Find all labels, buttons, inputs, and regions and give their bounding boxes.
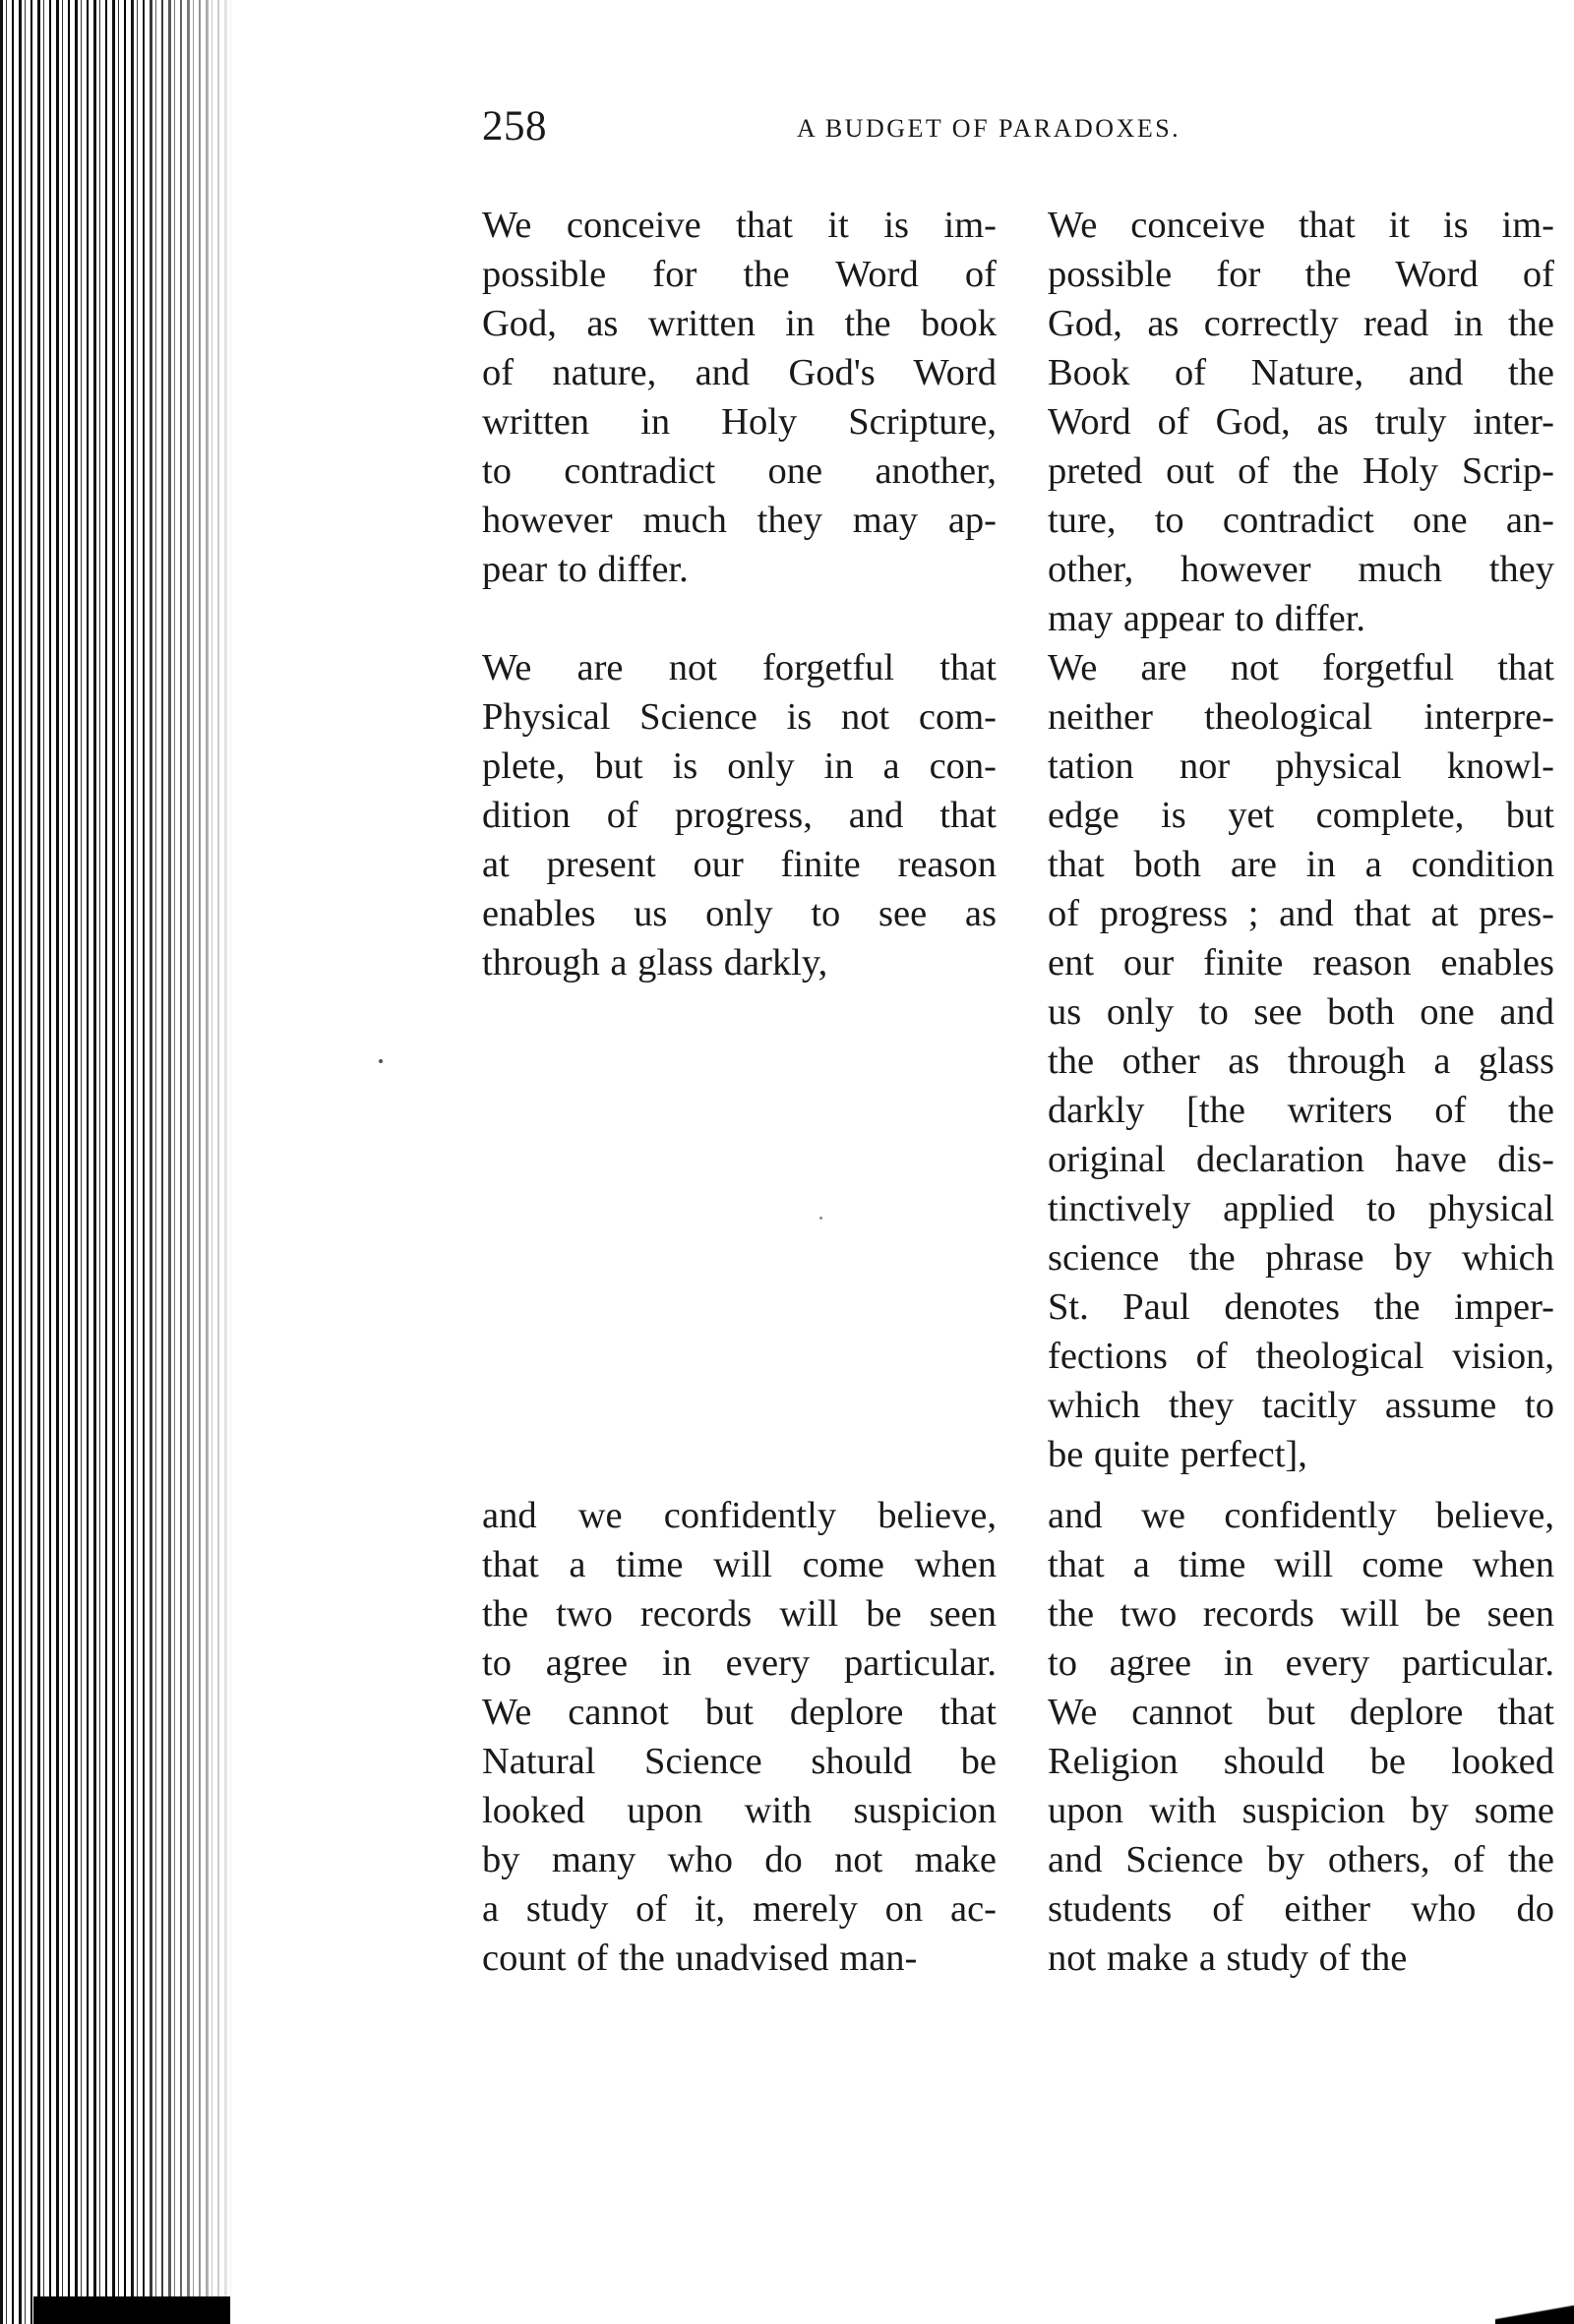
- text-line: fections of theological vision,: [1048, 1336, 1554, 1377]
- text-line: science the phrase by which: [1048, 1237, 1554, 1279]
- right-paragraph-2: [1048, 643, 1554, 1479]
- text-line: ture, to contradict one an-: [1048, 500, 1554, 541]
- text-line: pear to differ.: [482, 549, 689, 590]
- text-line: the two records will be seen: [482, 1593, 997, 1635]
- right-paragraph-1: [1048, 201, 1554, 643]
- text-line: We are not forgetful that: [482, 647, 997, 688]
- text-line: may appear to differ.: [1048, 598, 1365, 639]
- text-line: and we confidently believe,: [1048, 1495, 1554, 1536]
- text-line: Book of Nature, and the: [1048, 352, 1554, 393]
- text-line: Religion should be looked: [1048, 1741, 1554, 1782]
- ink-speck: [819, 1217, 822, 1220]
- text-line: We cannot but deplore that: [482, 1692, 997, 1733]
- text-line: Natural Science should be: [482, 1741, 997, 1782]
- text-line: upon with suspicion by some: [1048, 1790, 1554, 1831]
- text-line: written in Holy Scripture,: [482, 401, 997, 443]
- text-line: looked upon with suspicion: [482, 1790, 997, 1831]
- left-paragraph-2: [482, 643, 997, 987]
- text-line: through a glass darkly,: [482, 942, 828, 983]
- text-line: St. Paul denotes the imper-: [1048, 1286, 1554, 1328]
- text-line: by many who do not make: [482, 1839, 997, 1880]
- text-line: original declaration have dis-: [1048, 1139, 1554, 1180]
- text-line: Physical Science is not com-: [482, 696, 997, 738]
- text-line: to agree in every particular.: [1048, 1642, 1554, 1684]
- text-line: We conceive that it is im-: [482, 205, 997, 246]
- text-line: the other as through a glass: [1048, 1041, 1554, 1082]
- text-line: count of the unadvised man-: [482, 1937, 918, 1979]
- text-line: possible for the Word of: [1048, 254, 1554, 295]
- text-line: We are not forgetful that: [1048, 647, 1554, 688]
- text-line: which they tacitly assume to: [1048, 1385, 1554, 1426]
- left-paragraph-1: [482, 201, 997, 594]
- text-line: a study of it, merely on ac-: [482, 1888, 997, 1930]
- text-line: other, however much they: [1048, 549, 1554, 590]
- text-line: us only to see both one and: [1048, 991, 1554, 1033]
- text-line: and Science by others, of the: [1048, 1839, 1554, 1880]
- text-line: be quite perfect],: [1048, 1434, 1307, 1475]
- text-line: that a time will come when: [482, 1544, 997, 1585]
- text-line: to contradict one another,: [482, 450, 997, 492]
- text-line: God, as correctly read in the: [1048, 303, 1554, 344]
- text-line: tinctively applied to physical: [1048, 1188, 1554, 1229]
- text-line: the two records will be seen: [1048, 1593, 1554, 1635]
- left-paragraph-3: [482, 1491, 997, 1983]
- text-line: We conceive that it is im-: [1048, 205, 1554, 246]
- text-line: possible for the Word of: [482, 254, 997, 295]
- text-line: at present our finite reason: [482, 844, 997, 885]
- text-line: darkly [the writers of the: [1048, 1090, 1554, 1131]
- text-line: that both are in a condition: [1048, 844, 1554, 885]
- text-line: not make a study of the: [1048, 1937, 1408, 1979]
- text-line: Word of God, as truly inter-: [1048, 401, 1554, 443]
- right-paragraph-3: [1048, 1491, 1554, 1983]
- text-line: God, as written in the book: [482, 303, 997, 344]
- page-number: 258: [482, 103, 547, 149]
- page-corner-shadow: [1495, 2302, 1574, 2324]
- text-line: students of either who do: [1048, 1888, 1554, 1930]
- text-line: We cannot but deplore that: [1048, 1692, 1554, 1733]
- page-edges: [0, 0, 236, 2324]
- text-line: edge is yet complete, but: [1048, 795, 1554, 836]
- text-line: neither theological interpre-: [1048, 696, 1554, 738]
- running-title: A BUDGET OF PARADOXES.: [797, 114, 1181, 143]
- text-line: of nature, and God's Word: [482, 352, 997, 393]
- text-line: preted out of the Holy Scrip-: [1048, 450, 1554, 492]
- text-line: plete, but is only in a con-: [482, 745, 997, 787]
- text-line: of progress ; and that at pres-: [1048, 893, 1554, 934]
- text-line: that a time will come when: [1048, 1544, 1554, 1585]
- text-line: ent our finite reason enables: [1048, 942, 1554, 983]
- page-edges-bottom: [33, 2296, 230, 2324]
- text-line: enables us only to see as: [482, 893, 997, 934]
- text-line: however much they may ap-: [482, 500, 997, 541]
- ink-speck: [379, 1059, 383, 1063]
- text-line: tation nor physical knowl-: [1048, 745, 1554, 787]
- text-line: and we confidently believe,: [482, 1495, 997, 1536]
- text-line: to agree in every particular.: [482, 1642, 997, 1684]
- text-line: dition of progress, and that: [482, 795, 997, 836]
